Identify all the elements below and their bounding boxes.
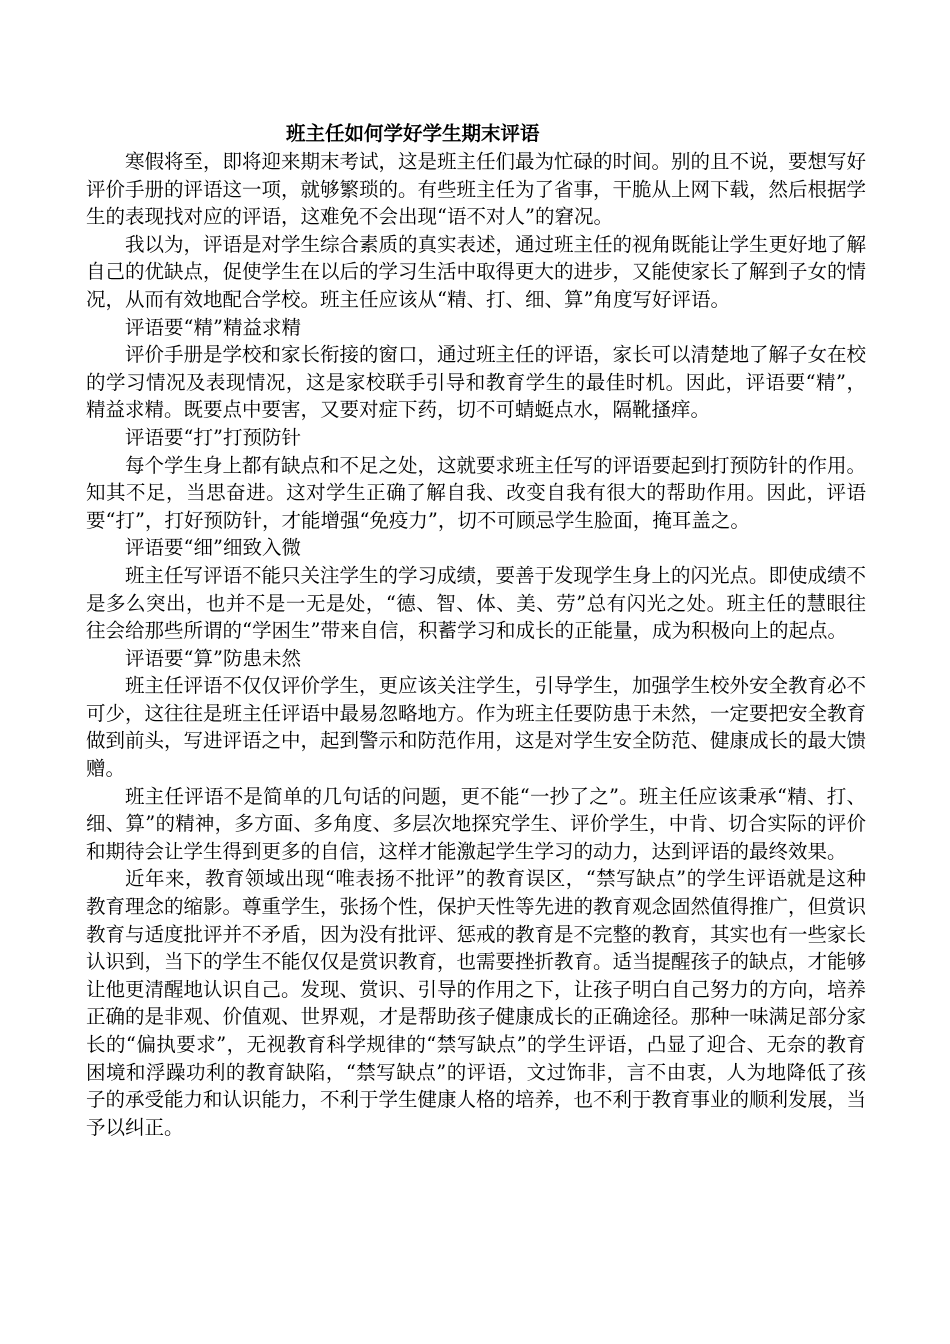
paragraph-da: 每个学生身上都有缺点和不足之处，这就要求班主任写的评语要起到打预防针的作用。知其不足，当思奋进。这对学生正确了解自我、改变自我有很大的帮助作用。因此，评语要“打”，打好预防针，才能增强“免疫力”，切不可顾忌学生脸面，掩耳盖之。	[86, 453, 867, 532]
section-heading-xi: 评语要“细”细致入微	[125, 536, 301, 560]
page-title: 班主任如何学好学生期末评语	[286, 122, 540, 145]
paragraph-discussion: 近年来，教育领域出现“唯表扬不批评”的教育误区，“禁写缺点”的学生评语就是这种教育理念的缩影。尊重学生，张扬个性，保护天性等先进的教育观念固然值得推广，但赏识教育与适度批评并不矛盾，因为没有批评、惩戒的教育是不完整的教育，其实也有一些家长认识到，当下的学生不能仅仅是赏识教育，也需要挫折教育。适当提醒孩子的缺点，才能够让他更清醒地认识自己。发现、赏识、引导的作用之下，让孩子明白自己努力的方向，培养正确的是非观、价值观、世界观，才是帮助孩子健康成长的正确途径。那种一味满足部分家长的“偏执要求”，无视教育科学规律的“禁写缺点”的学生评语，凸显了迎合、无奈的教育困境和浮躁功利的教育缺陷，“禁写缺点”的评语，文过饰非，言不由衷，人为地降低了孩子的承受能力和认识能力，不利于学生健康人格的培养，也不利于教育事业的顺利发展，当予以纠正。	[86, 867, 867, 1139]
paragraph-jing: 评价手册是学校和家长衔接的窗口，通过班主任的评语，家长可以清楚地了解子女在校的学习情况及表现情况，这是家校联手引导和教育学生的最佳时机。因此，评语要“精”，精益求精。既要点中要害，又要对症下药，切不可蜻蜓点水，隔靴搔痒。	[86, 343, 867, 422]
document-page	[86, 120, 866, 1141]
paragraph-suan: 班主任评语不仅仅评价学生，更应该关注学生，引导学生，加强学生校外安全教育必不可少，这往往是班主任评语中最易忽略地方。作为班主任要防患于未然，一定要把安全教育做到前头，写进评语之中，起到警示和防范作用，这是对学生安全防范、健康成长的最大馈赠。	[86, 674, 867, 781]
paragraph-intro: 寒假将至，即将迎来期末考试，这是班主任们最为忙碌的时间。别的且不说，要想写好评价手册的评语这一项，就够繁琐的。有些班主任为了省事，干脆从上网下载，然后根据学生的表现找对应的评语，这难免不会出现“语不对人”的窘况。	[86, 150, 867, 229]
paragraph-thesis: 我以为，评语是对学生综合素质的真实表述，通过班主任的视角既能让学生更好地了解自己的优缺点，促使学生在以后的学习生活中取得更大的进步，又能使家长了解到子女的情况，从而有效地配合学校。班主任应该从“精、打、细、算”角度写好评语。	[86, 232, 867, 311]
section-heading-jing: 评语要“精”精益求精	[125, 315, 301, 339]
section-heading-suan: 评语要“算”防患未然	[125, 646, 301, 670]
section-heading-da: 评语要“打”打预防针	[125, 425, 301, 449]
paragraph-conclusion: 班主任评语不是简单的几句话的问题，更不能“一抄了之”。班主任应该秉承“精、打、细、算”的精神，多方面、多角度、多层次地探究学生、评价学生，中肯、切合实际的评价和期待会让学生得到更多的自信，这样才能激起学生学习的动力，达到评语的最终效果。	[86, 784, 866, 863]
paragraph-xi: 班主任写评语不能只关注学生的学习成绩，要善于发现学生身上的闪光点。即使成绩不是多么突出，也并不是一无是处，“德、智、体、美、劳”总有闪光之处。班主任的慧眼往往会给那些所谓的“学困生”带来自信，积蓄学习和成长的正能量，成为积极向上的起点。	[86, 563, 867, 643]
